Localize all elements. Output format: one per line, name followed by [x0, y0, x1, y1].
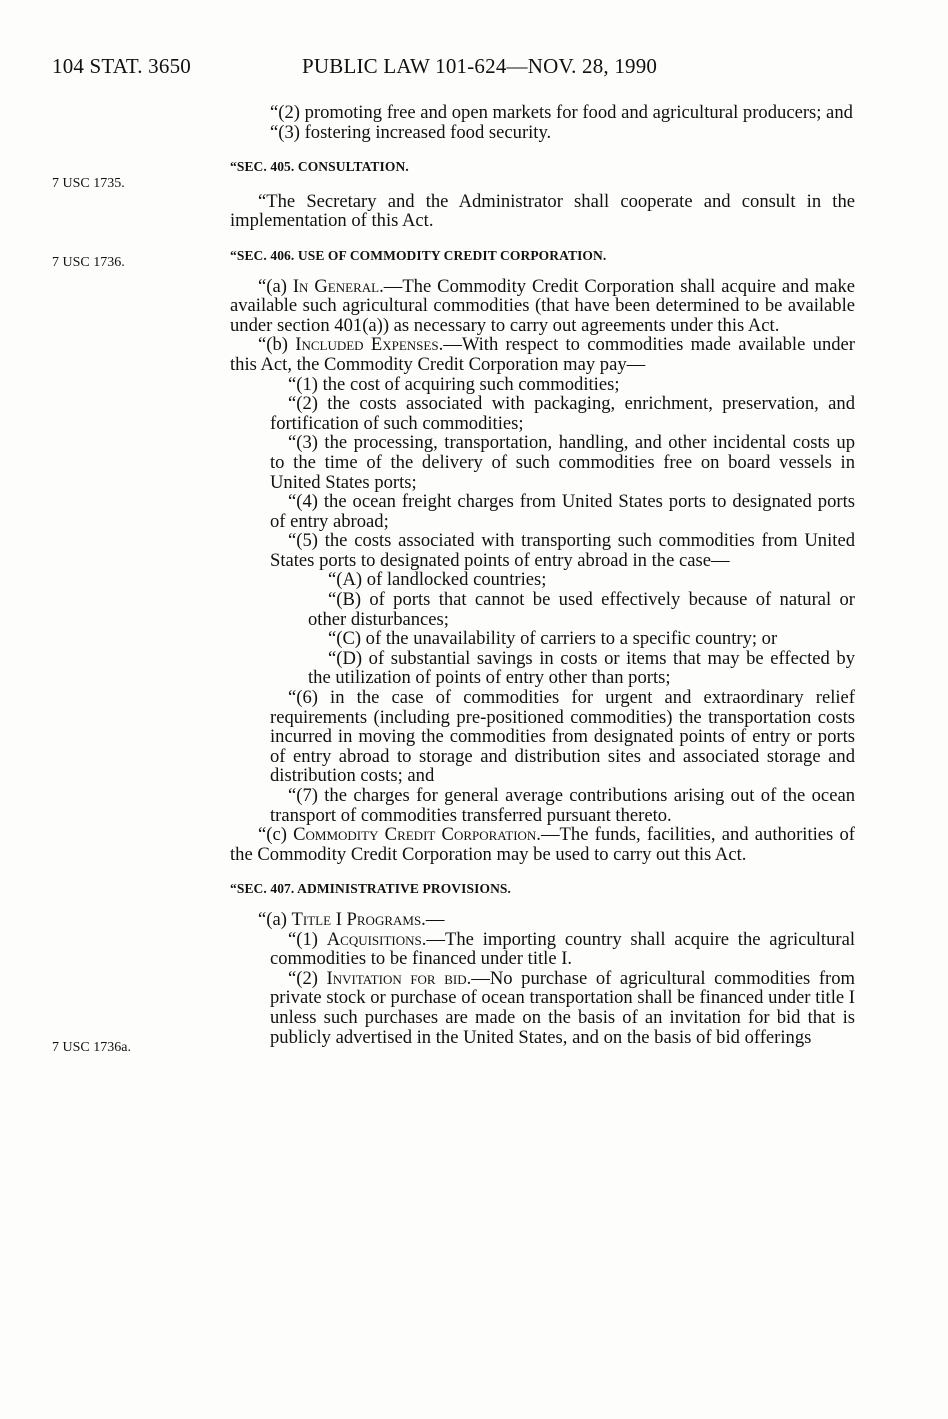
subsection-407a — [230, 910, 855, 930]
page-stat-citation: 104 STAT. 3650 — [52, 54, 191, 78]
subsection-b-body: —With respect to commodities made available under this Act, the Commodity Credit Corporation may pay— — [230, 334, 855, 375]
subsection-407a-title: Title I Programs. — [291, 908, 426, 930]
subsection-c-title: Commodity Credit Corporation. — [293, 824, 541, 846]
item-407a2-body: —No purchase of agricultural commodities from private stock or purchase of ocean transportation shall be financed under title I unless such purchases are made on the basis of an invitation for bid that is publicly advertised in the United States, and on the basis of bid offerings — [270, 967, 855, 1048]
item-407a1-body: —The importing country shall acquire the agricultural commodities to be financed under title I. — [270, 928, 855, 970]
item-407a2-title: Invitation for bid. — [326, 967, 472, 989]
subsection-a — [230, 277, 855, 336]
subsection-b-lead: “(b) — [258, 334, 296, 356]
item-b5C: “(C) of the unavailability of carriers to a specific country; or — [328, 628, 778, 650]
subsection-b-title: Included Expenses. — [295, 334, 444, 356]
item-407a1-title: Acquisitions. — [326, 928, 427, 950]
margin-note-sec405: 7 USC 1735. — [52, 176, 125, 191]
item-407a2-lead: “(2) — [288, 967, 327, 989]
item-b7: “(7) the charges for general average contributions arising out of the ocean transport of commodities transferred pursuant thereto. — [270, 785, 855, 826]
item-407a1-lead: “(1) — [288, 928, 327, 950]
section-405-body: “The Secretary and the Administrator shall cooperate and consult in the implementation of this Act. — [230, 190, 855, 232]
item-b3: “(3) the processing, transportation, handling, and other incidental costs up to the time of the delivery of such commodities free on board vessels in United States ports; — [270, 432, 855, 493]
item-b1: “(1) the cost of acquiring such commodities; — [288, 373, 620, 395]
item-b4: “(4) the ocean freight charges from United States ports to designated ports of entry abroad; — [270, 491, 855, 532]
subsection-a-title: In General. — [292, 275, 384, 297]
subsection-c — [230, 825, 855, 864]
subsection-a-lead: “(a) — [258, 275, 293, 297]
subsection-407a-lead: “(a) — [258, 908, 292, 930]
item-407a1 — [230, 930, 855, 969]
item-b5: “(5) the costs associated with transporting such commodities from United States ports to designated points of entry abroad in the case— — [270, 530, 855, 571]
item-b2: “(2) the costs associated with packaging, enrichment, preservation, and fortification of such commodities; — [270, 393, 855, 434]
text-body — [230, 103, 855, 1047]
margin-note-sec406: 7 USC 1736. — [52, 255, 125, 270]
section-406-heading: “SEC. 406. USE OF COMMODITY CREDIT CORPORATION. — [230, 247, 607, 263]
section-407-heading: “SEC. 407. ADMINISTRATIVE PROVISIONS. — [230, 881, 512, 897]
subsection-c-body: —The funds, facilities, and authorities of the Commodity Credit Corporation may be used to carry out this Act. — [230, 824, 855, 865]
section-405-heading: “SEC. 405. CONSULTATION. — [230, 159, 409, 175]
subsection-b — [230, 335, 855, 374]
item-b5D: “(D) of substantial savings in costs or items that may be effected by the utilization of points of entry other than ports; — [308, 647, 855, 689]
running-head: PUBLIC LAW 101-624—NOV. 28, 1990 — [302, 54, 658, 78]
paragraph-3: “(3) fostering increased food security. — [270, 121, 552, 143]
item-b5A: “(A) of landlocked countries; — [328, 569, 547, 591]
item-407a2 — [230, 969, 855, 1047]
subsection-407a-body: — — [425, 908, 445, 930]
paragraph-2: “(2) promoting free and open markets for food and agricultural producers; and — [270, 102, 853, 123]
subsection-c-lead: “(c) — [258, 824, 294, 846]
subsection-a-body: —The Commodity Credit Corporation shall acquire and make available such agricultural commodities (that have been determined to be available under section 401(a)) as necessary to carry out agreements under this Act. — [230, 275, 855, 336]
margin-note-sec407: 7 USC 1736a. — [52, 1040, 131, 1055]
item-b6: “(6) in the case of commodities for urgent and extraordinary relief requirements (including pre-positioned commodities) the transportation costs incurred in moving the commodities from designated points of entry or ports of entry abroad to storage and distribution sites and associated storage and distribution costs; and — [270, 687, 855, 787]
item-b5B: “(B) of ports that cannot be used effectively because of natural or other disturbances; — [308, 589, 855, 630]
